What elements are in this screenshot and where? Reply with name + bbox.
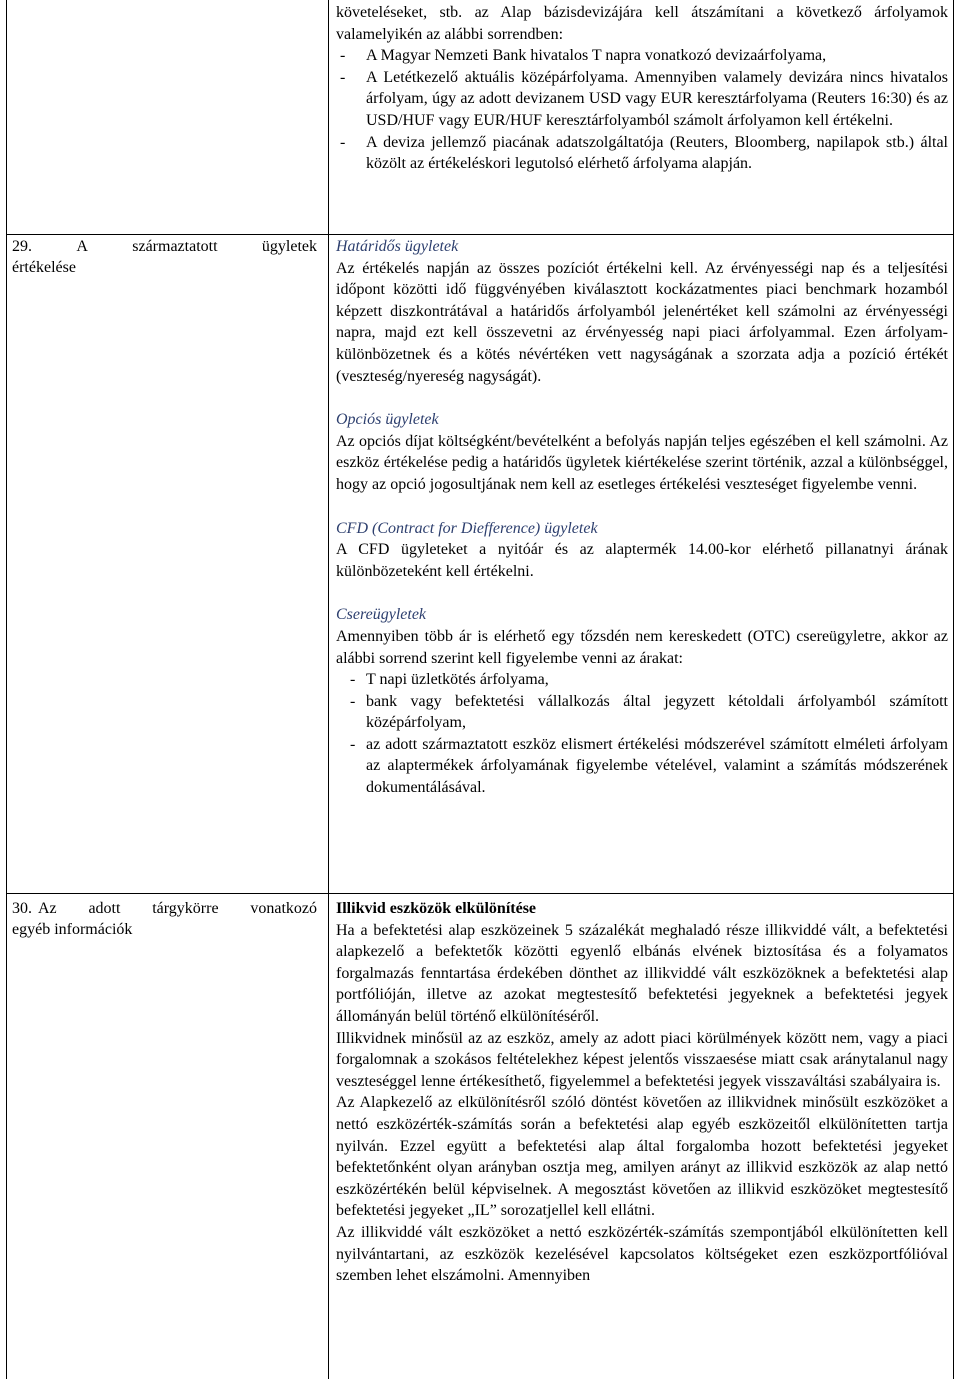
option-title: Opciós ügyletek bbox=[336, 411, 439, 429]
top-item: - A deviza jellemző piacának adatszolgáltatója (Reuters, Bloomberg, napilapok stb.) által közölt az értékeléskori legutolsó elérhető árfolyama alapján. bbox=[340, 133, 948, 173]
row29-label-c: ügyletek bbox=[261, 238, 317, 255]
swap-item: - T napi üzletkötés árfolyama, bbox=[350, 671, 549, 689]
cfd-title: CFD (Contract for Diefference) ügyletek bbox=[336, 519, 598, 537]
row30-label bbox=[12, 898, 317, 940]
top-continuation bbox=[336, 2, 948, 175]
column-divider bbox=[328, 0, 329, 1379]
illiquid-paragraph: Illikvidnek minősül az az eszköz, amely az adott piaci körülmények között nem, vagy a piaci forgalomnak a szokásos feltételekhez képest jelentős visszaesése miatt csak aránytalanul nagy veszteséggel lenne értékesíthető, figyelemmel a befektetési jegyek visszaváltási szabályaira is. bbox=[336, 1029, 948, 1090]
cfd-text: A CFD ügyleteket a nyitóár és az alaptermék 14.00-kor elérhető pillanatnyi árának különbözeteként kell értékelni. bbox=[336, 541, 948, 580]
illiquid-paragraph: Az illikviddé vált eszközöket a nettó eszközérték-számítás szempontjából elkülönítetten kell nyilvántartani, az eszközök kezelésével kapcsolatos költségeket ezen eszközportfólióval szemben lehet elszámolni. Amennyiben bbox=[336, 1223, 948, 1285]
row29-label-a: A bbox=[76, 238, 88, 255]
forward-text: Az értékelés napján az összes pozíciót értékelni kell. Az érvényességi nap és a teljesítési időpont közötti idő függvényében kiválasztott kockázatmentes piaci benchmark hozamból képzett diszkontrátával a határidős árfolyamból jelenértéket kell számolni az érvényességi napra, majd ezt kell összevetni az érvényesség napi piaci árfolyammal. Ezen árfolyam-különbözetnek és a kötés névértéken vett nagyságának a szorzata adja a pozíció értékét (veszteség/nyereség nagyságát). bbox=[336, 259, 948, 385]
row29-label bbox=[12, 236, 317, 278]
illiquid-title: Illikvid eszközök elkülönítése bbox=[336, 900, 537, 917]
option-text: Az opciós díjat költségként/bevételként a befolyás napján teljes egészében el kell számolni. Az eszköz értékelése pedig a határidős ügyletek kiértékelése szerint történik, azzal a különbséggel, hogy az opció jogosultjának nem kell az esetleges értékelési veszteséget figyelembe venni. bbox=[336, 432, 948, 493]
row30-label-line2: egyéb információk bbox=[12, 921, 133, 938]
illiquid-paragraph: Az Alapkezelő az elkülönítésről szóló döntést követően az illikvidnek minősült eszközöket a nettó eszközérték-számítás során a befektetési alap egyéb eszközeitől elkülönítetten tartja nyilván. Ezzel együtt a befektetési alap által forgalomba hozott befektetési jegyeket befektetőnként olyan arányban osztja meg, amilyen arányt az illikvid eszközök az alap nettó eszközértékén belül képviselnek. A megosztást követően az illikvid eszközöket megtestesítő befektetési jegyeket „IL” sorozatjellel kell ellátni. bbox=[336, 1094, 948, 1220]
swap-title: Csereügyletek bbox=[336, 606, 427, 624]
top-item: - A Magyar Nemzeti Bank hivatalos T napra vonatkozó devizaárfolyama, bbox=[340, 47, 827, 65]
section30-content bbox=[336, 898, 948, 1287]
top-intro: követeléseket, stb. az Alap bázisdevizájára kell átszámítani a következő árfolyamok valamelyikén az alábbi sorrendben: bbox=[336, 4, 948, 43]
top-item: - A Letétkezelő aktuális középárfolyama. Amennyiben valamely devizára nincs hivatalos árfolyam, úgy az adott devizanem USD vagy EUR keresztárfolyama (Reuters 16:30) és az USD/HUF vagy EUR/HUF keresztárfolyamból számolt árfolyamon kell értékelni. bbox=[340, 68, 948, 129]
row29-number: 29. bbox=[12, 238, 32, 255]
row-divider-30 bbox=[6, 893, 954, 894]
swap-item: - az adott származtatott eszköz elismert értékelési módszerével számított elméleti árfolyam az alaptermékek árfolyamának figyelembe vételével, valamint a számítás módszerének dokumentálásával. bbox=[350, 735, 948, 797]
illiquid-paragraph: Ha a befektetési alap eszközeinek 5 százalékát meghaladó része illikviddé vált, a befektetési alapkezelő a befektetők közötti egyenlő elbánás elvének biztosítása és a folyamatos forgalmazás fenntartása érdekében dönthet az illikviddé vált eszközöknek a befektetési alap portfólióján, illetve az azokat megtestesítő befektetési jegyeknek a befektetési jegyek állományán belül történő elkülönítéséről. bbox=[336, 921, 948, 1025]
forward-title: Határidős ügyletek bbox=[336, 238, 459, 255]
section29-content bbox=[336, 236, 948, 799]
swap-text: Amennyiben több ár is elérhető egy tőzsdén nem kereskedett (OTC) csereügyletre, akkor az alábbi sorrend szerint kell figyelembe venni az árakat: bbox=[336, 627, 948, 667]
row29-label-d: értékelése bbox=[12, 259, 76, 276]
swap-item: - bank vagy befektetési vállalkozás által jegyzett kétoldali árfolyamból számított középárfolyam, bbox=[350, 692, 948, 732]
row-divider-29 bbox=[6, 234, 954, 235]
row29-label-b: származtatott bbox=[132, 238, 218, 255]
row30-label-line1: Az adott tárgykörre vonatkozó bbox=[38, 900, 317, 917]
row30-number: 30. bbox=[12, 900, 32, 917]
